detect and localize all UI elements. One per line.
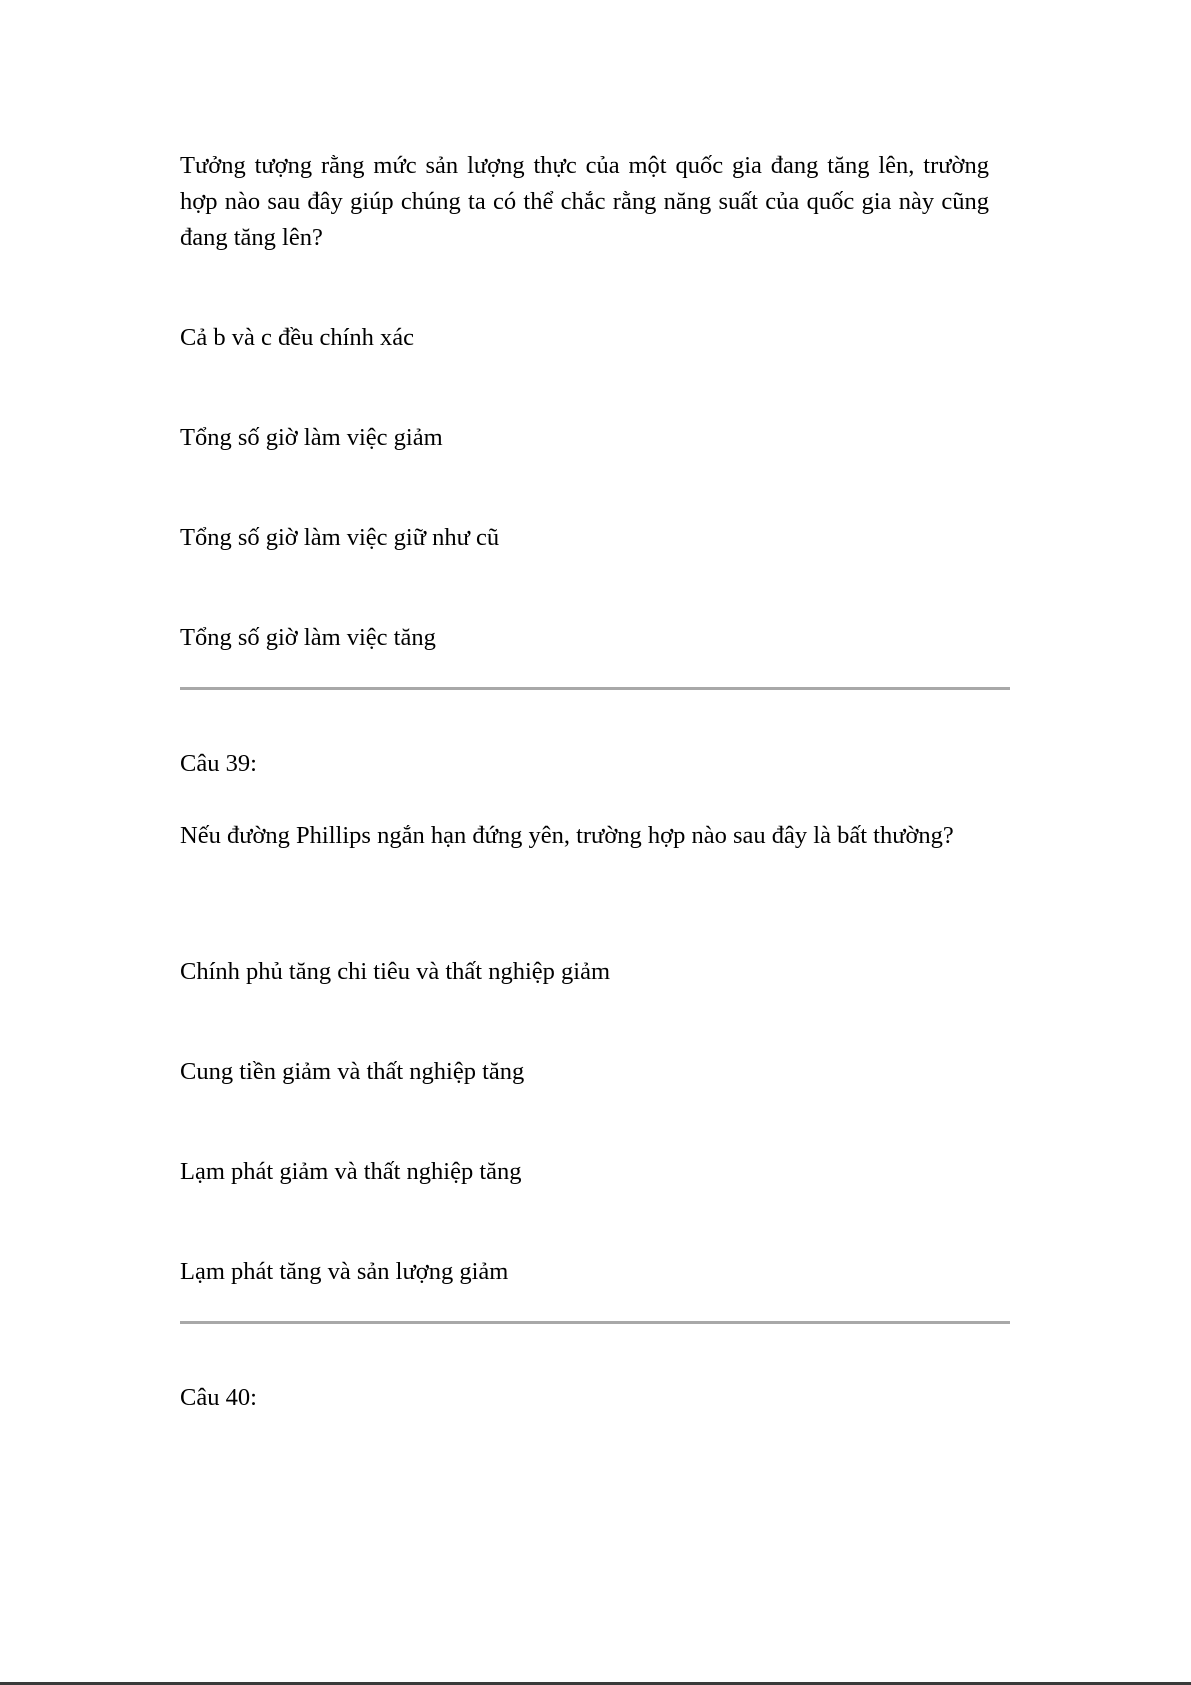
question-38-option-1: Cả b và c đều chính xác [180,324,415,351]
question-38-prompt: Tưởng tượng rằng mức sản lượng thực của một quốc gia đang tăng lên, trường hợp nào sau đây giúp chúng ta có thể chắc rằng năng suất của quốc gia này cũng đang tăng lên? [180,152,989,251]
question-39-label: Câu 39: [180,750,257,777]
question-38-option-3: Tổng số giờ làm việc giữ như cũ [180,524,500,551]
question-39-option-3: Lạm phát giảm và thất nghiệp tăng [180,1158,522,1185]
section-divider-2 [180,1321,1010,1324]
question-39-option-1: Chính phủ tăng chi tiêu và thất nghiệp giảm [180,958,611,985]
question-40-label: Câu 40: [180,1384,257,1411]
question-38-option-4: Tổng số giờ làm việc tăng [180,624,436,651]
question-39-option-2: Cung tiền giảm và thất nghiệp tăng [180,1058,525,1085]
question-39-option-4: Lạm phát tăng và sản lượng giảm [180,1258,509,1285]
question-39-prompt: Nếu đường Phillips ngắn hạn đứng yên, trường hợp nào sau đây là bất thường? [180,822,954,849]
question-38-option-2: Tổng số giờ làm việc giảm [180,424,443,451]
section-divider-1 [180,687,1010,690]
